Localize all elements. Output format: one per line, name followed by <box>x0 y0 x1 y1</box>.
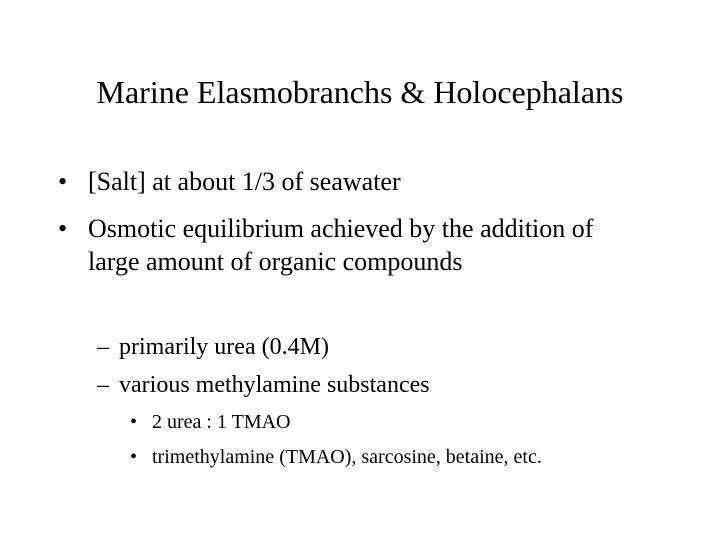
sub-bullet-text: various methylamine substances <box>119 372 430 398</box>
slide-title: Marine Elasmobranchs & Holocephalans <box>96 74 624 110</box>
sub-sub-bullet-item <box>130 444 690 470</box>
dash-icon: – <box>97 372 109 398</box>
dash-icon: – <box>97 334 109 360</box>
bullet-icon: • <box>58 167 68 196</box>
sub-sub-bullet-item <box>130 409 690 435</box>
bullet-icon: • <box>58 214 68 243</box>
sub-bullet-item <box>97 332 657 362</box>
bullet-text: [Salt] at about 1/3 of seawater <box>88 167 401 196</box>
bullet-text: Osmotic equilibrium achieved by the addition of large amount of organic compounds <box>88 214 594 276</box>
sub-sub-bullet-text: trimethylamine (TMAO), sarcosine, betaine, etc. <box>152 446 542 468</box>
sub-bullet-item <box>97 370 657 400</box>
bullet-icon: • <box>130 446 138 468</box>
bullet-item <box>58 212 618 278</box>
sub-bullet-text: primarily urea (0.4M) <box>119 334 329 360</box>
sub-sub-bullet-text: 2 urea : 1 TMAO <box>152 411 291 433</box>
bullet-icon: • <box>130 411 138 433</box>
bullet-item <box>58 165 618 198</box>
